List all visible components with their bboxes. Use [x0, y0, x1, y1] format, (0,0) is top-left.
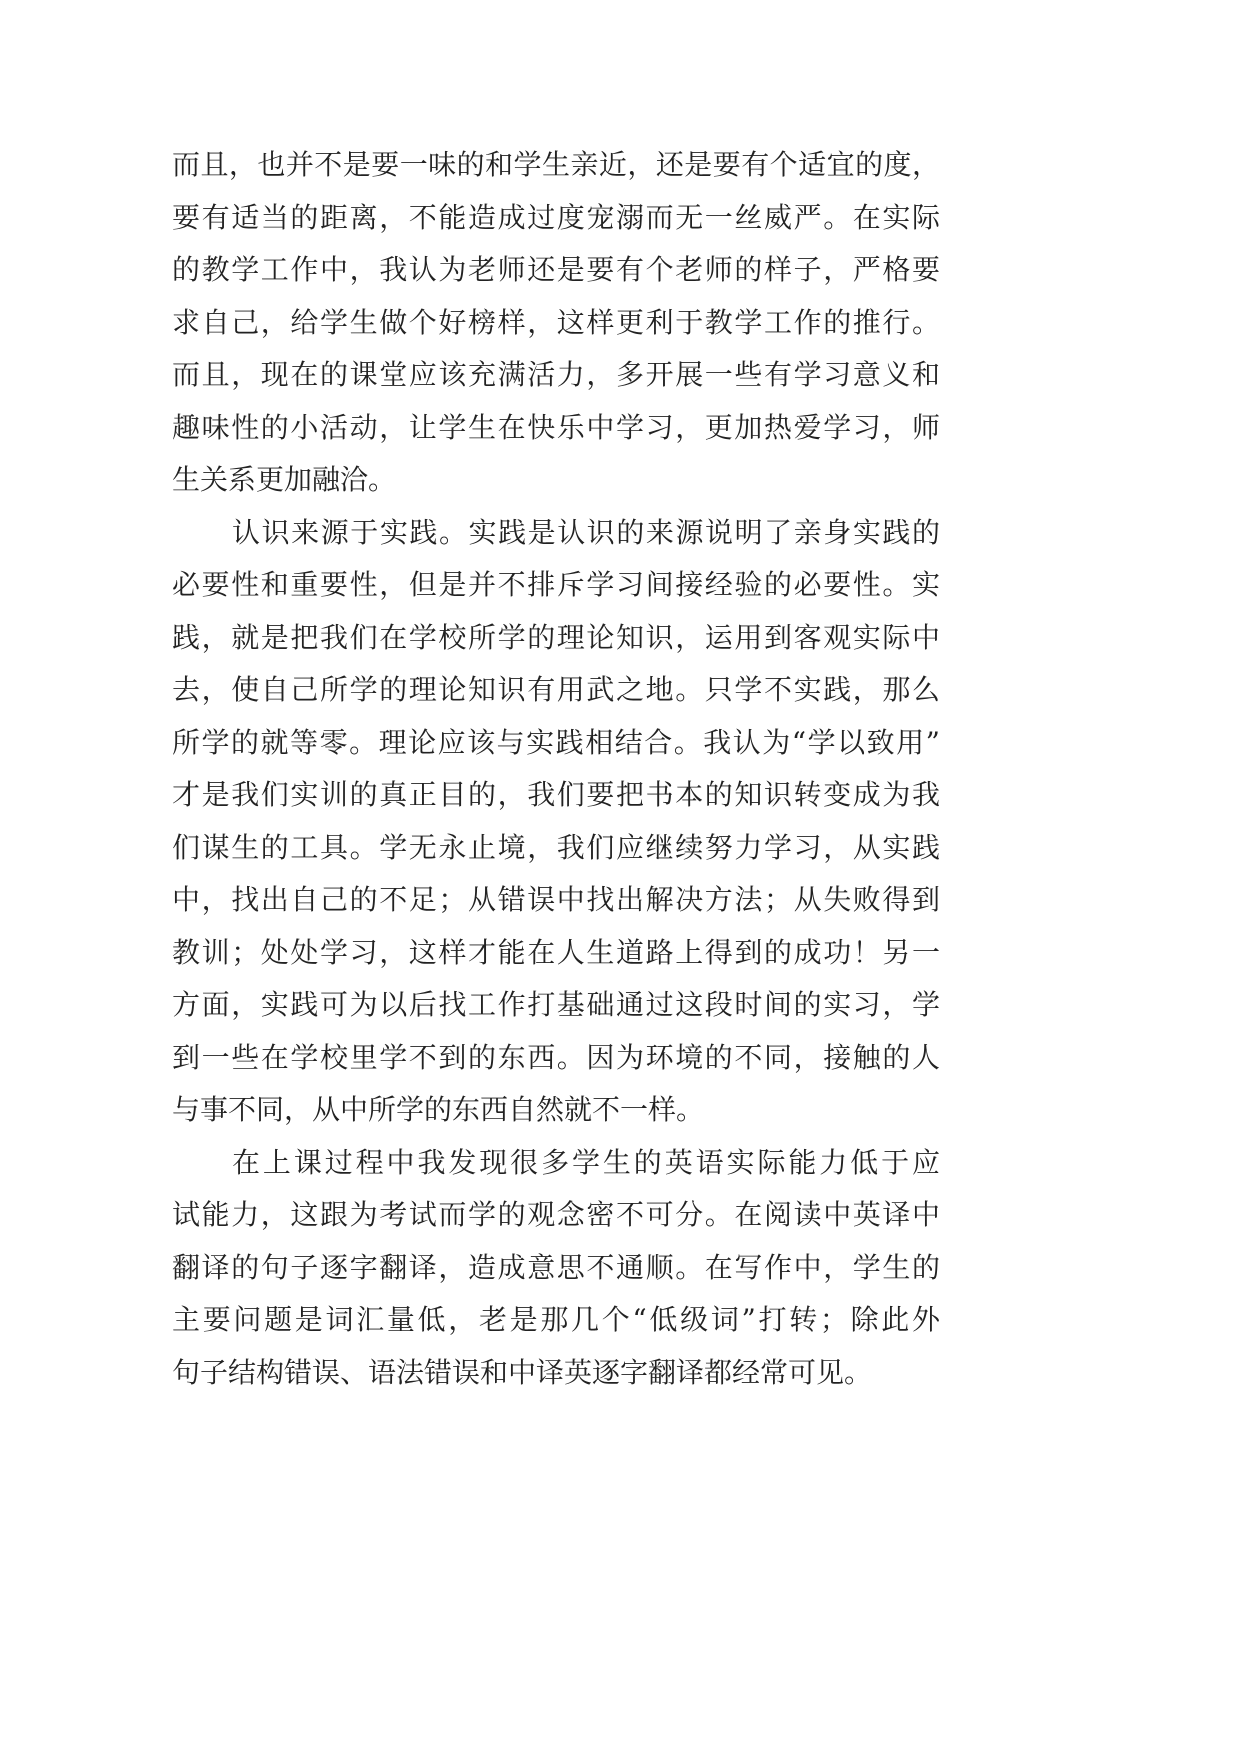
- text-line: 试能力，这跟为考试而学的观念密不可分。在阅读中英译中: [172, 1198, 940, 1231]
- text-line: 翻译的句子逐字翻译，造成意思不通顺。在写作中，学生的: [172, 1250, 940, 1284]
- document-body: [172, 139, 940, 1399]
- text-line: 而且，也并不是要一味的和学生亲近，还是要有个适宜的度，: [172, 148, 940, 181]
- text-line: 们谋生的工具。学无永止境，我们应继续努力学习，从实践: [172, 830, 940, 864]
- text-line: 的教学工作中，我认为老师还是要有个老师的样子，严格要: [172, 253, 940, 286]
- text-line: 趣味性的小活动，让学生在快乐中学习，更加热爱学习，师: [172, 410, 940, 444]
- text-line: 认识来源于实践。实践是认识的来源说明了亲身实践的: [232, 515, 940, 549]
- text-line: 与事不同，从中所学的东西自然就不一样。: [172, 1093, 705, 1126]
- text-line: 到一些在学校里学不到的东西。因为环境的不同，接触的人: [172, 1040, 940, 1074]
- text-line: 教训；处处学习，这样才能在人生道路上得到的成功！另一: [172, 935, 940, 969]
- paragraph-2: [172, 507, 940, 1137]
- text-line: 去，使自己所学的理论知识有用武之地。只学不实践，那么: [172, 673, 940, 706]
- text-line: 要有适当的距离，不能造成过度宠溺而无一丝威严。在实际: [172, 200, 940, 234]
- text-line: 生关系更加融洽。: [172, 463, 397, 496]
- text-line: 而且，现在的课堂应该充满活力，多开展一些有学习意义和: [172, 358, 940, 391]
- text-line: 句子结构错误、语法错误和中译英逐字翻译都经常可见。: [172, 1355, 873, 1389]
- text-line: 方面，实践可为以后找工作打基础通过这段时间的实习，学: [172, 988, 940, 1021]
- text-line: 主要问题是词汇量低，老是那几个“低级词”打转；除此外: [172, 1303, 940, 1336]
- text-line: 践，就是把我们在学校所学的理论知识，运用到客观实际中: [172, 620, 940, 654]
- text-line: 中，找出自己的不足；从错误中找出解决方法；从失败得到: [172, 883, 940, 916]
- text-line: 所学的就等零。理论应该与实践相结合。我认为“学以致用”: [172, 725, 940, 759]
- text-line: 求自己，给学生做个好榜样，这样更利于教学工作的推行。: [172, 305, 940, 339]
- text-line: 在上课过程中我发现很多学生的英语实际能力低于应: [232, 1145, 940, 1179]
- paragraph-1: [172, 139, 940, 507]
- paragraph-3: [172, 1137, 940, 1400]
- text-line: 必要性和重要性，但是并不排斥学习间接经验的必要性。实: [172, 568, 940, 601]
- text-line: 才是我们实训的真正目的，我们要把书本的知识转变成为我: [172, 778, 940, 811]
